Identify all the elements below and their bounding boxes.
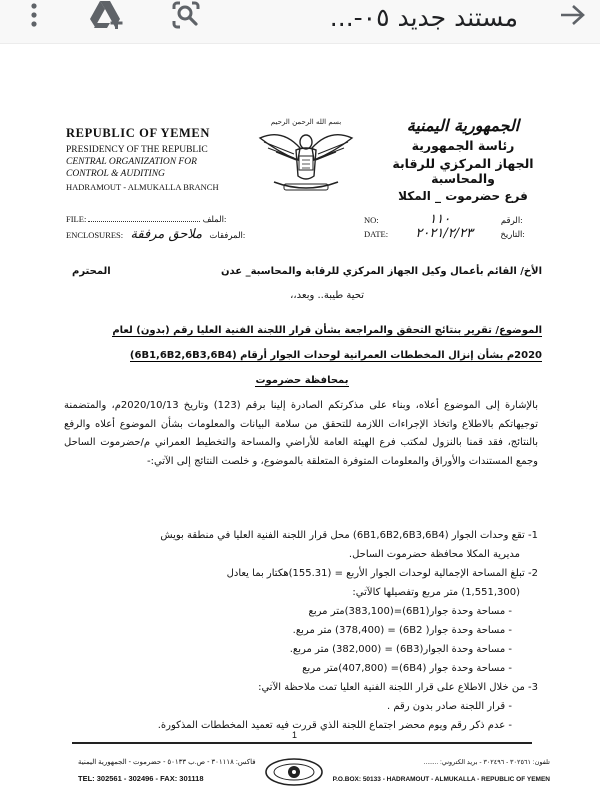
number-label-ar: الرقم: — [500, 215, 523, 225]
list-item: 2- تبلغ المساحة الإجمالية لوحدات الجوار الأربع = (155.31)هكتار بما يعادل — [226, 568, 538, 579]
letterhead-en-line: CENTRAL ORGANIZATION FOR — [66, 157, 197, 167]
list-item: 3- من خلال الاطلاع على قرار اللجنة الفنية العليا تمت ملاحظة الآتي: — [258, 682, 538, 693]
back-arrow-icon — [559, 4, 585, 26]
letterhead-en-line: REPUBLIC OF YEMEN — [66, 126, 211, 140]
enclosures-label: ENCLOSURES: — [66, 230, 124, 240]
lens-search-icon — [172, 1, 200, 29]
subject-line: الموضوع/ تقرير بنتائج التحقق والمراجعة بشأن قرار اللجنة الفنية العليا رقم (بدون) لعام — [112, 325, 542, 336]
footer-text: TEL: 302561 - 302496 - FAX: 301118 — [78, 774, 204, 783]
footer-contact-left — [78, 758, 256, 783]
list-item: (1,551,300) متر مربع وتفصيلها كالآتي: — [352, 587, 520, 598]
addressee — [72, 266, 542, 277]
document-title[interactable]: مستند جديد ٠٥-... — [329, 3, 518, 32]
number-value: ١١٠ — [429, 212, 451, 227]
add-to-drive-button[interactable] — [88, 0, 128, 30]
greeting: تحية طيبة.. وبعد،، — [290, 290, 364, 301]
file-label: FILE: — [66, 214, 87, 224]
footer-contact-right — [333, 758, 550, 783]
addressee-text: الأخ/ القائم بأعمال وكيل الجهاز المركزي للرقابة والمحاسبة_ عدن — [220, 266, 542, 277]
list-item: 1- تقع وحدات الجوار (6B1,6B2,6B3,6B4) محل قرار اللجنة الفنية العليا في منطقة بويش — [160, 530, 538, 541]
more-options-button[interactable] — [22, 0, 46, 30]
google-lens-button[interactable] — [168, 0, 204, 30]
page-number: 1 — [292, 730, 298, 740]
yemen-emblem — [254, 118, 358, 194]
back-button[interactable] — [554, 0, 590, 30]
footer-text: فاكس: ٣٠١١١٨ - ص.ب ٥٠١٣٣ - حضرموت - الجمهورية اليمنية — [78, 759, 256, 766]
eagle-emblem-icon — [254, 126, 358, 202]
enclosures-label-ar: المرفقات: — [209, 230, 246, 240]
honorific: المحترم — [72, 266, 111, 277]
subject-line: 2020م بشأن إنزال المخططات العمرانية لوحدات الجوار أرقام (6B1,6B2,6B3,6B4) — [129, 350, 542, 361]
subject — [62, 318, 542, 393]
list-item: - مساحة وحدة جوار( 6B2) = (378,400) متر مربع. — [292, 625, 512, 636]
list-item: - مساحة وحدة الجوار(6B3) = (382,000) متر مربع. — [289, 644, 512, 655]
subject-line: بمحافظة حضرموت — [255, 375, 349, 386]
letterhead-arabic — [378, 116, 548, 203]
letterhead-en-line: PRESIDENCY OF THE REPUBLIC — [66, 145, 208, 155]
footer-text: تلفون: ٣٠٢٥٦١ - ٣٠٢٤٩٦ - بريد الكتروني: ........ — [423, 759, 550, 766]
drive-add-icon — [90, 1, 126, 29]
date-field — [364, 226, 525, 241]
number-field — [364, 212, 523, 227]
basmala: بسم الله الرحمن الرحيم — [270, 118, 342, 126]
file-field — [66, 214, 226, 225]
eye-logo-icon — [262, 750, 326, 794]
app-toolbar — [0, 0, 600, 44]
date-label: DATE: — [364, 229, 389, 239]
enclosures-field — [66, 227, 245, 242]
document-viewer[interactable] — [0, 44, 600, 800]
footer-logo — [262, 750, 326, 794]
date-value: ٢٠٢١/٢/٢٣ — [415, 226, 474, 241]
list-item: - عدم ذكر رقم ويوم محضر اجتماع اللجنة الذي قررت فيه تعميد المخططات المذكورة. — [157, 720, 512, 731]
list-item: - مساحة وحدة جوار (6B4)= (407,800)متر مربع — [302, 663, 512, 674]
footer-text: P.O.BOX: 50133 - HADRAMOUT - ALMUKALLA - REPUBLIC OF YEMEN — [332, 776, 550, 783]
letterhead-en-line: CONTROL & AUDITING — [66, 169, 165, 179]
number-label: NO: — [364, 215, 379, 225]
letterhead-ar-line: رئاسة الجمهورية — [411, 138, 515, 153]
file-label-ar: الملف: — [202, 214, 227, 224]
list-item: مديرية المكلا محافظة حضرموت الساحل. — [348, 549, 520, 560]
letter-page — [44, 94, 564, 800]
letterhead-ar-line: الجهاز المركزي للرقابة والمحاسبة — [392, 156, 534, 186]
footer-divider — [72, 742, 532, 744]
letterhead-english — [66, 126, 236, 192]
more-vert-icon — [30, 3, 38, 27]
enclosures-value: ملاحق مرفقة — [130, 227, 203, 242]
list-item: - مساحة وحدة جوار(6B1)=(383,100)متر مربع — [308, 606, 512, 617]
date-label-ar: التاريخ: — [500, 229, 525, 239]
body-paragraph: بالإشارة إلى الموضوع أعلاه، وبناء على مذكرتكم الصادرة إلينا برقم (123) وتاريخ 2020/10/13م، والمتضمنة توجيهاتكم بالاطلاع واتخاذ الإجراءات اللازمة للتحقق من سلامة البيانات والمعلومات بشأن الموضوع أعلاه والرفع بالنتائج، فقد قمنا بالنزول لمكتب فرع الهيئة العامة للأراضي والمساحة والتخطيط العمراني م/حضرموت الساحل وجمع المستندات والأوراق والمعلومات المتوفرة المتعلقة بالموضوع، و خلصت النتائج إلى الآتي:- — [64, 400, 538, 467]
letterhead-ar-line: الجمهورية اليمنية — [406, 116, 520, 135]
letterhead-ar-line: فرع حضرموت _ المكلا — [398, 189, 528, 203]
list-item: - قرار اللجنة صادر بدون رقم . — [386, 701, 512, 712]
findings-list — [60, 526, 538, 735]
letterhead-en-line: HADRAMOUT - ALMUKALLA BRANCH — [66, 182, 219, 192]
